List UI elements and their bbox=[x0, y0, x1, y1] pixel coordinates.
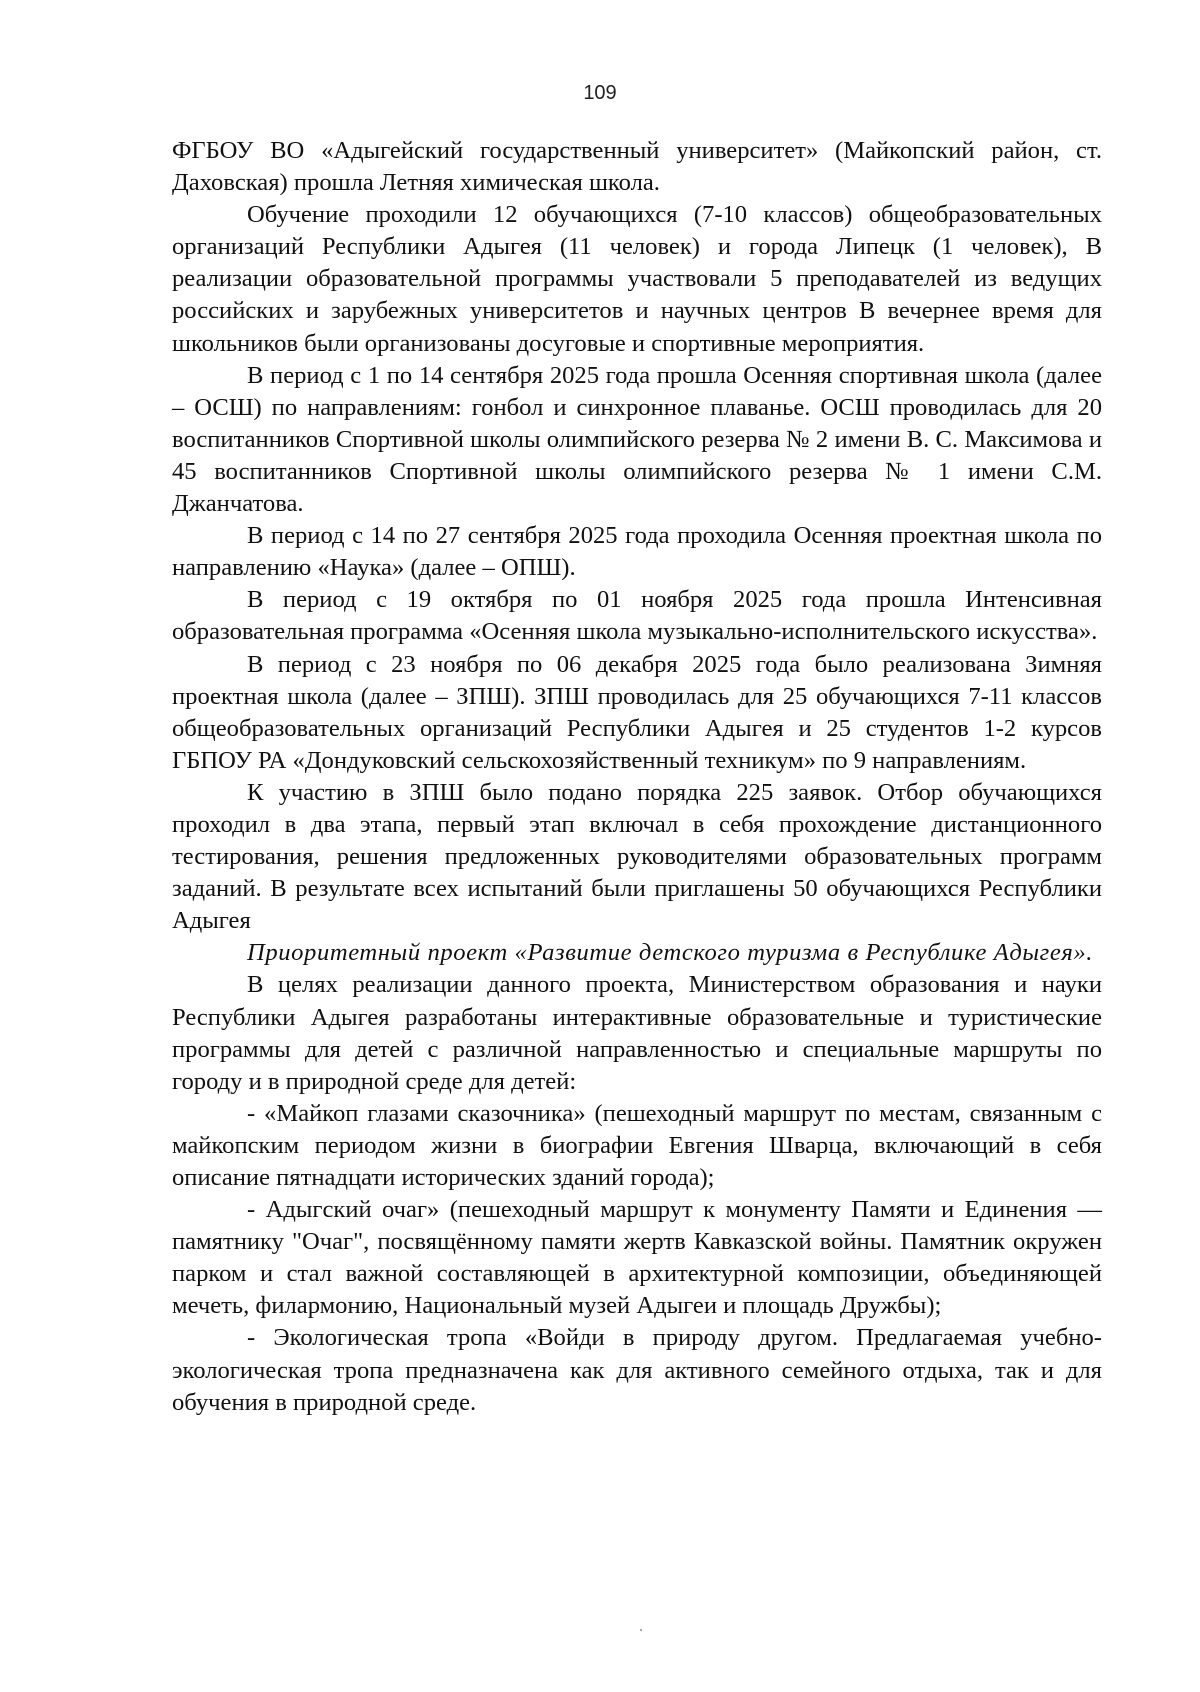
document-body bbox=[172, 135, 1102, 1419]
page-number: 109 bbox=[583, 82, 617, 104]
paragraph-winter-project-school: В период с 23 ноября по 06 декабря 2025 года было реализована Зимняя проектная школа (далее – ЗПШ). ЗПШ проводилась для 25 обучающихся 7-11 классов общеобразовательных организаций Республики Адыгея и 25 студентов 1-2 курсов ГБПОУ РА «Дондуковский сельскохозяйственный техникум» по 9 направлениям. bbox=[172, 650, 1102, 774]
paragraph-applications: К участию в ЗПШ было подано порядка 225 заявок. Отбор обучающихся проходил в два этапа, первый этап включал в себя прохождение дистанционного тестирования, решения предложенных руководителями образовательных программ заданий. В результате всех испытаний были приглашены 50 обучающихся Республики Адыгея bbox=[172, 778, 1102, 935]
list-item-adyg-hearth-route: - Адыгский очаг» (пешеходный маршрут к монументу Памяти и Единения — памятнику "Очаг", посвящённому памяти жертв Кавказской войны. Памятник окружен парком и стал важной составляющей в архитектурной композиции, объединяющей мечеть, филармонию, Национальный музей Адыгеи и площадь Дружбы); bbox=[172, 1196, 1102, 1320]
list-item-maikop-route: - «Майкоп глазами сказочника» (пешеходный маршрут по местам, связанным с майкопским периодом жизни в биографии Евгения Шварца, включающий в себя описание пятнадцати исторических зданий города); bbox=[172, 1099, 1102, 1191]
scan-speck bbox=[640, 1629, 642, 1631]
paragraph-training-participants: Обучение проходили 12 обучающихся (7-10 классов) общеобразовательных организаций Республики Адыгея (11 человек) и города Липецк (1 человек), В реализации образовательной программы участвовали 5 преподавателей из ведущих российских и зарубежных университетов и научных центров В вечернее время для школьников были организованы досуговые и спортивные мероприятия. bbox=[172, 201, 1102, 357]
section-heading-child-tourism: Приоритетный проект «Развитие детского туризма в Республике Адыгея». bbox=[247, 939, 1094, 967]
paragraph-summer-chem-school: ФГБОУ ВО «Адыгейский государственный университет» (Майкопский район, ст. Даховская) прошла Летняя химическая школа. bbox=[172, 137, 1102, 197]
paragraph-music-program: В период с 19 октября по 01 ноября 2025 года прошла Интенсивная образовательная программа «Осенняя школа музыкально-исполнительского искусства». bbox=[172, 586, 1102, 646]
paragraph-tourism-programs: В целях реализации данного проекта, Министерством образования и науки Республики Адыгея разработаны интерактивные образовательные и туристические программы для детей с различной направленностью и специальные маршруты по городу и в природной среде для детей: bbox=[172, 971, 1102, 1095]
paragraph-autumn-sports-school: В период с 1 по 14 сентября 2025 года прошла Осенняя спортивная школа (далее – ОСШ) по направлениям: гонбол и синхронное плаванье. ОСШ проводилась для 20 воспитанников Спортивной школы олимпийского резерва № 2 имени В. С. Максимова и 45 воспитанников Спортивной школы олимпийского резерва № 1 имени С.М. Джанчатова. bbox=[172, 361, 1102, 518]
list-item-eco-trail: - Экологическая тропа «Войди в природу другом. Предлагаемая учебно-экологическая тропа предназначена как для активного семейного отдыха, так и для обучения в природной среде. bbox=[172, 1324, 1102, 1416]
paragraph-autumn-project-school: В период с 14 по 27 сентября 2025 года проходила Осенняя проектная школа по направлению «Наука» (далее – ОПШ). bbox=[172, 522, 1102, 582]
